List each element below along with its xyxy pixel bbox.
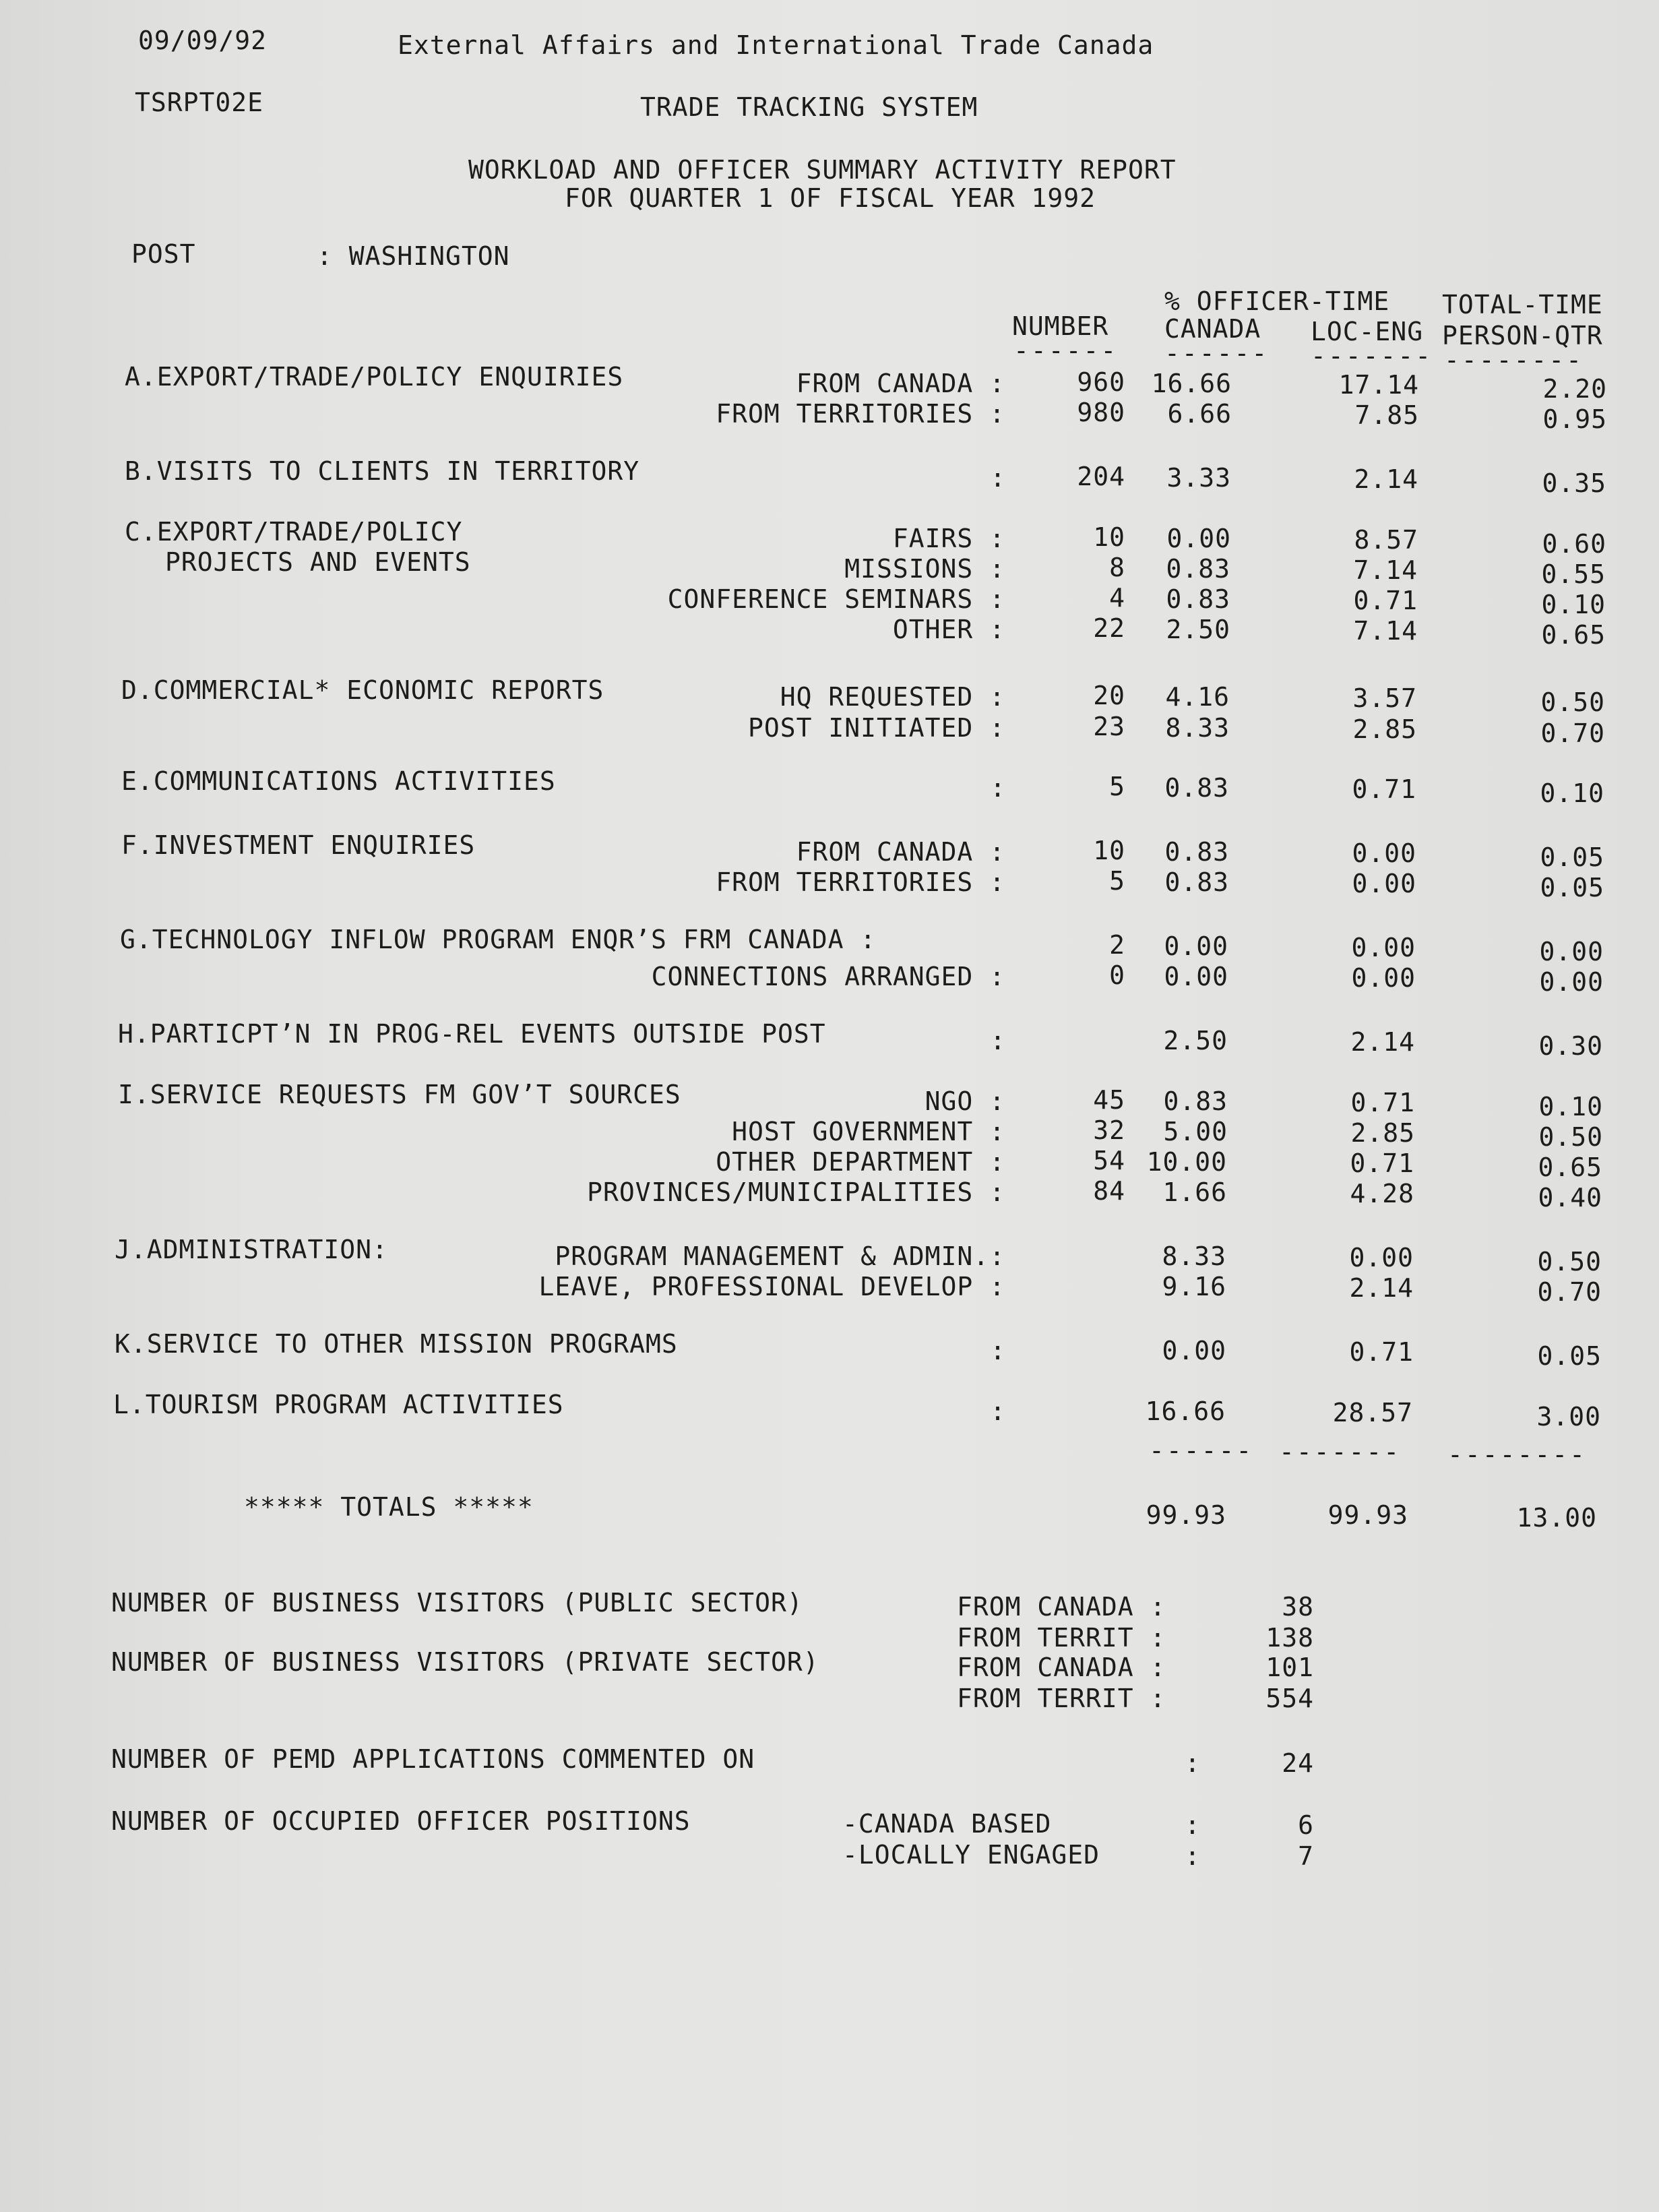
row-loc-eng-pct: 7.14	[1353, 555, 1418, 585]
person-qtr-underline: --------	[1444, 345, 1584, 375]
officer-positions-label: NUMBER OF OCCUPIED OFFICER POSITIONS	[111, 1806, 691, 1836]
row-canada-pct: 8.33	[1165, 713, 1230, 743]
row-loc-eng-pct: 17.14	[1338, 370, 1419, 400]
row-number: 2	[1109, 930, 1125, 960]
row-number: 32	[1093, 1115, 1125, 1145]
totals-loc-eng: 99.93	[1327, 1500, 1408, 1530]
row-person-qtr: 0.70	[1537, 1277, 1602, 1307]
row-canada-pct: 5.00	[1163, 1117, 1228, 1146]
private-from-territ-label: FROM TERRIT :	[957, 1684, 1166, 1713]
row-person-qtr: 0.05	[1540, 842, 1604, 872]
row-person-qtr: 0.50	[1538, 1122, 1603, 1152]
row-canada-pct: 9.16	[1162, 1272, 1226, 1301]
public-from-canada-label: FROM CANADA :	[957, 1592, 1166, 1622]
row-person-qtr: 0.65	[1538, 1153, 1602, 1182]
row-person-qtr: 0.10	[1538, 1092, 1603, 1122]
row-loc-eng-pct: 0.00	[1349, 1243, 1414, 1272]
pemd-applications-value: 24	[1282, 1748, 1314, 1778]
row-canada-pct: 0.83	[1164, 773, 1229, 803]
row-loc-eng-pct: 7.85	[1354, 400, 1419, 430]
pemd-applications-label: NUMBER OF PEMD APPLICATIONS COMMENTED ON	[111, 1744, 755, 1774]
row-number: 20	[1093, 681, 1125, 710]
row-canada-pct: 6.66	[1167, 399, 1232, 429]
system-name: TRADE TRACKING SYSTEM	[640, 92, 978, 122]
row-sub-label: LEAVE, PROFESSIONAL DEVELOP :	[538, 1272, 1005, 1301]
row-canada-pct: 0.00	[1166, 524, 1231, 553]
row-sub-label: FROM TERRITORIES :	[716, 399, 1005, 429]
row-person-qtr: 0.05	[1540, 873, 1604, 902]
row-loc-eng-pct: 0.00	[1351, 963, 1416, 993]
row-label: C.EXPORT/TRADE/POLICY	[125, 517, 463, 547]
row-sub-label: MISSIONS :	[844, 554, 1005, 584]
row-person-qtr: 0.55	[1541, 559, 1606, 589]
row-canada-pct: 16.66	[1151, 369, 1232, 398]
row-person-qtr: 0.65	[1541, 620, 1606, 650]
row-loc-eng-pct: 2.14	[1349, 1273, 1414, 1303]
row-number: 23	[1093, 712, 1125, 741]
row-canada-pct: 4.16	[1165, 682, 1230, 712]
row-number: 5	[1109, 866, 1125, 896]
canada-underline: ------	[1164, 338, 1270, 368]
row-sub-label: FROM TERRITORIES :	[716, 867, 1005, 897]
row-canada-pct: 2.50	[1163, 1026, 1228, 1055]
loc-eng-underline: -------	[1311, 341, 1433, 371]
report-code: TSRPT02E	[135, 88, 264, 117]
row-label: F.INVESTMENT ENQUIRIES	[121, 830, 476, 860]
row-loc-eng-pct: 2.14	[1354, 464, 1418, 494]
row-sub-label: CONNECTIONS ARRANGED :	[651, 962, 1005, 991]
row-sub-label: :	[990, 773, 1006, 803]
row-number: 960	[1077, 367, 1125, 397]
row-number: 980	[1077, 398, 1125, 427]
row-sub-label: POST INITIATED :	[747, 713, 1005, 743]
row-loc-eng-pct: 2.85	[1352, 714, 1417, 744]
post-value: : WASHINGTON	[317, 241, 510, 271]
row-loc-eng-pct: 0.71	[1352, 774, 1416, 804]
row-canada-pct: 3.33	[1166, 463, 1231, 493]
row-sub-label: FROM CANADA :	[796, 837, 1005, 867]
row-loc-eng-pct: 0.00	[1352, 869, 1416, 898]
totals-loc-underline: -------	[1279, 1437, 1402, 1467]
row-label: L.TOURISM PROGRAM ACTIVITIES	[113, 1390, 564, 1419]
totals-canada-underline: ------	[1149, 1436, 1254, 1465]
row-number: 5	[1109, 772, 1125, 801]
row-loc-eng-pct: 2.85	[1350, 1118, 1415, 1148]
row-canada-pct: 0.00	[1164, 931, 1228, 961]
row-canada-pct: 0.83	[1166, 584, 1230, 614]
row-sub-label: FROM CANADA :	[796, 369, 1005, 398]
row-number: 10	[1093, 522, 1125, 552]
row-canada-pct: 0.83	[1163, 1086, 1228, 1116]
row-sub-label: :	[990, 1396, 1006, 1426]
row-person-qtr: 2.20	[1542, 374, 1607, 404]
pct-officer-time-header: % OFFICER-TIME	[1164, 286, 1390, 316]
row-canada-pct: 2.50	[1166, 615, 1230, 644]
row-person-qtr: 0.00	[1539, 937, 1604, 966]
row-person-qtr: 0.95	[1542, 404, 1607, 434]
row-number: 45	[1093, 1085, 1125, 1115]
private-from-canada-label: FROM CANADA :	[957, 1653, 1166, 1682]
row-person-qtr: 0.40	[1538, 1183, 1602, 1212]
private-from-canada-value: 101	[1265, 1653, 1314, 1682]
report-title-line1: WORKLOAD AND OFFICER SUMMARY ACTIVITY REPORT	[468, 155, 1177, 185]
row-loc-eng-pct: 0.71	[1353, 586, 1418, 615]
row-sub-label: HOST GOVERNMENT :	[732, 1117, 1005, 1146]
row-loc-eng-pct: 0.00	[1352, 838, 1416, 868]
row-canada-pct: 0.00	[1162, 1336, 1226, 1365]
report-date: 09/09/92	[138, 26, 268, 55]
row-sub-label: CONFERENCE SEMINARS :	[667, 584, 1005, 614]
row-person-qtr: 0.70	[1540, 718, 1605, 748]
row-sub-label: HQ REQUESTED :	[780, 682, 1005, 712]
row-label: I.SERVICE REQUESTS FM GOV’T SOURCES	[118, 1080, 681, 1109]
row-number: 54	[1093, 1146, 1125, 1175]
row-label: B.VISITS TO CLIENTS IN TERRITORY	[125, 456, 640, 486]
row-person-qtr: 0.60	[1542, 529, 1606, 559]
row-loc-eng-pct: 3.57	[1352, 683, 1417, 713]
row-number: 84	[1093, 1176, 1125, 1206]
canada-based-value: 6	[1298, 1810, 1314, 1840]
canada-based-label: -CANADA BASED	[842, 1809, 1052, 1839]
row-loc-eng-pct: 0.71	[1350, 1088, 1415, 1117]
row-loc-eng-pct: 2.14	[1350, 1027, 1415, 1057]
private-sector-visitors-label: NUMBER OF BUSINESS VISITORS (PRIVATE SECTOR)	[111, 1647, 819, 1677]
number-header: NUMBER	[1012, 311, 1109, 341]
row-number: 4	[1109, 583, 1125, 613]
row-canada-pct: 8.33	[1162, 1241, 1226, 1271]
row-loc-eng-pct: 0.00	[1351, 933, 1416, 962]
row-loc-eng-pct: 4.28	[1350, 1179, 1414, 1208]
row-label: K.SERVICE TO OTHER MISSION PROGRAMS	[115, 1329, 678, 1359]
row-label: G.TECHNOLOGY INFLOW PROGRAM ENQR’S FRM CANADA :	[120, 925, 877, 954]
public-from-territ-label: FROM TERRIT :	[957, 1623, 1166, 1653]
row-loc-eng-pct: 28.57	[1332, 1398, 1413, 1427]
row-person-qtr: 0.50	[1537, 1247, 1602, 1277]
totals-label: ***** TOTALS *****	[244, 1492, 534, 1522]
row-label: J.ADMINISTRATION:	[115, 1235, 388, 1264]
row-sub-label: OTHER DEPARTMENT :	[716, 1147, 1005, 1177]
row-sub-label: PROVINCES/MUNICIPALITIES :	[587, 1177, 1005, 1207]
row-label: H.PARTICPT’N IN PROG-REL EVENTS OUTSIDE POST	[118, 1019, 826, 1049]
row-sub-label: OTHER :	[892, 615, 1005, 644]
post-label: POST	[131, 239, 196, 269]
locally-engaged-value: 7	[1298, 1841, 1314, 1871]
row-person-qtr: 0.30	[1538, 1031, 1603, 1061]
row-person-qtr: 0.10	[1540, 778, 1604, 808]
canada-header: CANADA	[1164, 314, 1261, 344]
row-loc-eng-pct: 0.71	[1349, 1337, 1414, 1367]
row-canada-pct: 0.83	[1164, 867, 1229, 897]
person-qtr-header: PERSON-QTR	[1442, 321, 1603, 350]
canada-based-colon: :	[1185, 1810, 1201, 1840]
row-sub-label: :	[990, 463, 1006, 493]
row-sub-label: NGO :	[925, 1086, 1005, 1116]
public-sector-visitors-label: NUMBER OF BUSINESS VISITORS (PUBLIC SECTOR)	[111, 1588, 803, 1618]
totals-canada: 99.93	[1146, 1500, 1226, 1530]
pemd-colon: :	[1185, 1748, 1201, 1778]
row-loc-eng-pct: 7.14	[1353, 616, 1418, 646]
public-from-canada-value: 38	[1282, 1592, 1314, 1622]
row-canada-pct: 1.66	[1162, 1177, 1227, 1207]
loc-eng-header: LOC-ENG	[1311, 317, 1424, 346]
private-from-territ-value: 554	[1265, 1684, 1314, 1713]
row-number: 22	[1093, 613, 1125, 643]
row-sub-label: :	[990, 1336, 1006, 1365]
row-sub-label: :	[990, 1026, 1006, 1055]
row-canada-pct: 16.66	[1145, 1396, 1226, 1426]
row-person-qtr: 3.00	[1536, 1402, 1601, 1432]
row-label: E.COMMUNICATIONS ACTIVITIES	[121, 766, 556, 796]
row-label: A.EXPORT/TRADE/POLICY ENQUIRIES	[125, 362, 624, 392]
row-canada-pct: 10.00	[1146, 1147, 1227, 1177]
totals-total-underline: --------	[1447, 1440, 1588, 1469]
row-sub-label: PROGRAM MANAGEMENT & ADMIN.:	[555, 1241, 1005, 1271]
locally-engaged-colon: :	[1185, 1841, 1201, 1871]
row-person-qtr: 0.10	[1541, 590, 1606, 619]
row-person-qtr: 0.05	[1537, 1341, 1602, 1371]
row-loc-eng-pct: 0.71	[1350, 1148, 1414, 1178]
row-label: PROJECTS AND EVENTS	[165, 547, 471, 577]
row-person-qtr: 0.35	[1542, 468, 1606, 498]
row-canada-pct: 0.83	[1166, 554, 1230, 584]
row-canada-pct: 0.00	[1164, 962, 1228, 991]
number-underline: ------	[1013, 336, 1119, 365]
row-canada-pct: 0.83	[1164, 837, 1229, 867]
locally-engaged-label: -LOCALLY ENGAGED	[842, 1840, 1100, 1870]
total-time-header: TOTAL-TIME	[1442, 290, 1603, 319]
row-number: 10	[1093, 836, 1125, 865]
totals-person-qtr: 13.00	[1516, 1503, 1597, 1533]
row-number: 0	[1109, 960, 1125, 990]
row-number: 8	[1109, 553, 1125, 582]
row-number: 204	[1077, 462, 1125, 491]
report-title-line2: FOR QUARTER 1 OF FISCAL YEAR 1992	[565, 183, 1096, 213]
department-name: External Affairs and International Trade Canada	[398, 30, 1154, 60]
row-loc-eng-pct: 8.57	[1354, 525, 1418, 555]
row-person-qtr: 0.00	[1539, 967, 1604, 997]
row-person-qtr: 0.50	[1540, 687, 1605, 717]
row-label: D.COMMERCIAL* ECONOMIC REPORTS	[121, 675, 604, 705]
public-from-territ-value: 138	[1265, 1623, 1314, 1653]
row-sub-label: FAIRS :	[892, 524, 1005, 553]
